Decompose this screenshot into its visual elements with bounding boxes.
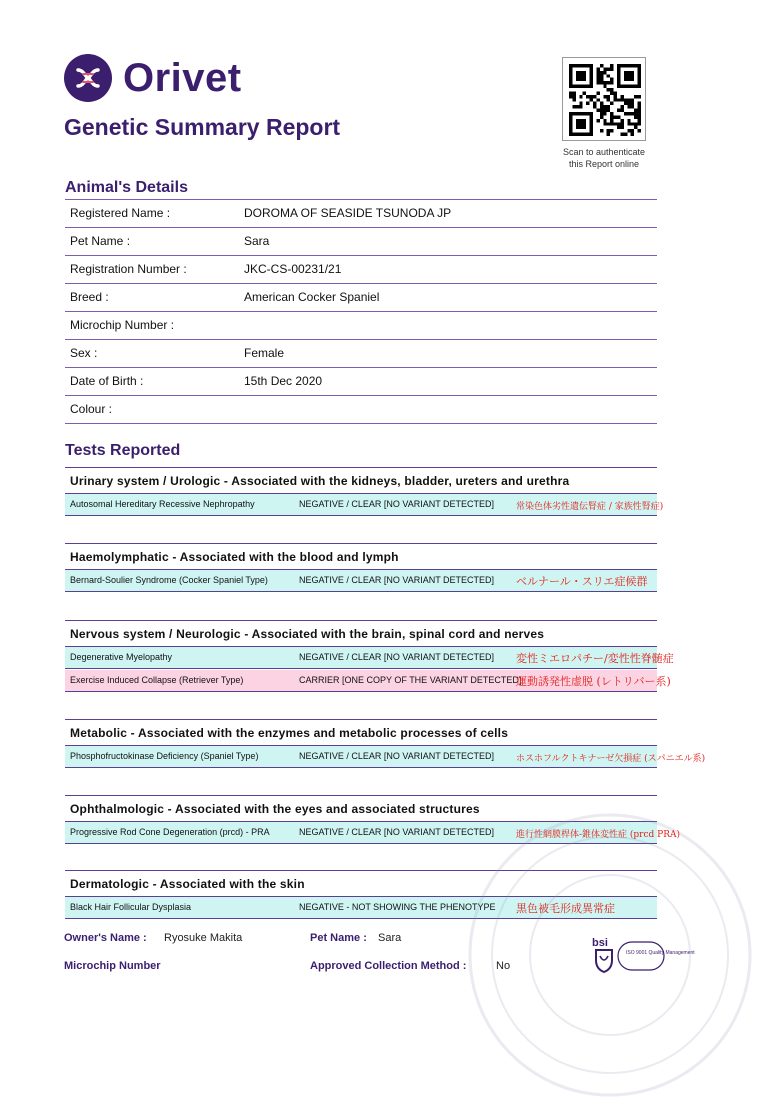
detail-value: Female: [244, 346, 285, 360]
test-category-title: Nervous system / Neurologic - Associated with the brain, spinal cord and nerves: [70, 627, 545, 641]
animal-details-heading: Animal's Details: [65, 179, 188, 196]
test-row: [65, 570, 657, 592]
test-name-japanese: 黒色被毛形成異常症: [516, 902, 615, 915]
test-result: NEGATIVE / CLEAR [NO VARIANT DETECTED]: [299, 575, 495, 585]
footer-pet-name-value: Sara: [378, 932, 402, 944]
bsi-label: bsi: [592, 937, 608, 949]
test-category-heading: [65, 620, 657, 646]
test-name: Progressive Rod Cone Degeneration (prcd) - PRA: [70, 827, 270, 837]
test-result: NEGATIVE - NOT SHOWING THE PHENOTYPE: [299, 902, 496, 912]
qr-code-icon[interactable]: [562, 57, 646, 141]
test-name: Phosphofructokinase Deficiency (Spaniel Type): [70, 751, 259, 761]
detail-label: Pet Name :: [70, 234, 131, 248]
test-name: Degenerative Myelopathy: [70, 652, 173, 662]
detail-value: 15th Dec 2020: [244, 374, 323, 388]
detail-row: [65, 228, 657, 256]
test-category-heading: [65, 543, 657, 569]
collection-method-label: Approved Collection Method :: [310, 960, 467, 972]
test-name: Autosomal Hereditary Recessive Nephropathy: [70, 499, 255, 509]
detail-label: Microchip Number :: [70, 318, 175, 332]
qr-caption-line2: this Report online: [568, 159, 640, 169]
test-row: [65, 746, 706, 768]
test-result: NEGATIVE / CLEAR [NO VARIANT DETECTED]: [299, 499, 495, 509]
test-name: Exercise Induced Collapse (Retriever Type): [70, 675, 244, 685]
detail-label: Colour :: [70, 402, 113, 416]
test-category-title: Dermatologic - Associated with the skin: [70, 877, 305, 891]
iso-label: ISO 9001 Quality Management: [626, 950, 695, 956]
orivet-logo-icon: [64, 54, 112, 102]
test-result: CARRIER [ONE COPY OF THE VARIANT DETECTED]: [299, 675, 522, 685]
detail-label: Sex :: [70, 346, 98, 360]
test-name: Black Hair Follicular Dysplasia: [70, 902, 192, 912]
test-category-title: Metabolic - Associated with the enzymes and metabolic processes of cells: [70, 726, 509, 740]
test-name: Bernard-Soulier Syndrome (Cocker Spaniel Type): [70, 575, 268, 585]
test-result: NEGATIVE / CLEAR [NO VARIANT DETECTED]: [299, 827, 495, 837]
footer-pet-name-label: Pet Name :: [310, 932, 367, 944]
footer-microchip-label: Microchip Number: [64, 960, 161, 972]
test-category-heading: [65, 719, 657, 745]
detail-row: [65, 396, 657, 424]
qr-caption-line1: Scan to authenticate: [562, 147, 646, 157]
detail-label: Registered Name :: [70, 206, 171, 220]
owner-name-value: Ryosuke Makita: [164, 932, 243, 944]
tests-reported-heading: Tests Reported: [65, 442, 181, 459]
detail-row: [65, 200, 657, 228]
test-category-title: Urinary system / Urologic - Associated with the kidneys, bladder, ureters and urethra: [70, 474, 570, 488]
detail-row: [65, 368, 657, 396]
brand-name: Orivet: [123, 56, 242, 100]
test-name-japanese: ホスホフルクトキナーゼ欠損症 (スパニエル系): [516, 754, 706, 764]
report-title: Genetic Summary Report: [64, 114, 341, 140]
detail-row: [65, 340, 657, 368]
detail-label: Registration Number :: [70, 262, 187, 276]
test-category-heading: [65, 467, 657, 493]
detail-value: DOROMA OF SEASIDE TSUNODA JP: [244, 206, 452, 220]
detail-value: JKC-CS-00231/21: [244, 262, 342, 276]
detail-row: [65, 312, 657, 340]
test-category-title: Haemolymphatic - Associated with the blood and lymph: [70, 550, 399, 564]
test-row: [65, 494, 664, 516]
qr-caption: [548, 146, 660, 170]
test-result: NEGATIVE / CLEAR [NO VARIANT DETECTED]: [299, 751, 495, 761]
detail-row: [65, 284, 657, 312]
detail-label: Breed :: [70, 290, 109, 304]
test-name-japanese: ベルナール・スリエ症候群: [516, 575, 648, 588]
test-row: [65, 670, 671, 692]
test-row: [65, 647, 674, 669]
test-name-japanese: 進行性網膜桿体-錐体変性症 (prcd PRA): [516, 830, 680, 840]
detail-row: [65, 256, 657, 284]
bsi-certification-icon: [590, 936, 695, 974]
test-name-japanese: 運動誘発性虚脱 (レトリバー系): [516, 675, 671, 688]
owner-name-label: Owner's Name :: [64, 932, 147, 944]
collection-method-value: No: [496, 960, 511, 972]
test-name-japanese: 変性ミエロパチー/変性性脊髄症: [516, 652, 674, 665]
detail-value: Sara: [244, 234, 270, 248]
test-name-japanese: 常染色体劣性遺伝腎症 / 家族性腎症): [516, 502, 664, 512]
test-category-title: Ophthalmologic - Associated with the eyes and associated structures: [70, 802, 480, 816]
test-result: NEGATIVE / CLEAR [NO VARIANT DETECTED]: [299, 652, 495, 662]
detail-label: Date of Birth :: [70, 374, 144, 388]
detail-value: American Cocker Spaniel: [244, 290, 380, 304]
